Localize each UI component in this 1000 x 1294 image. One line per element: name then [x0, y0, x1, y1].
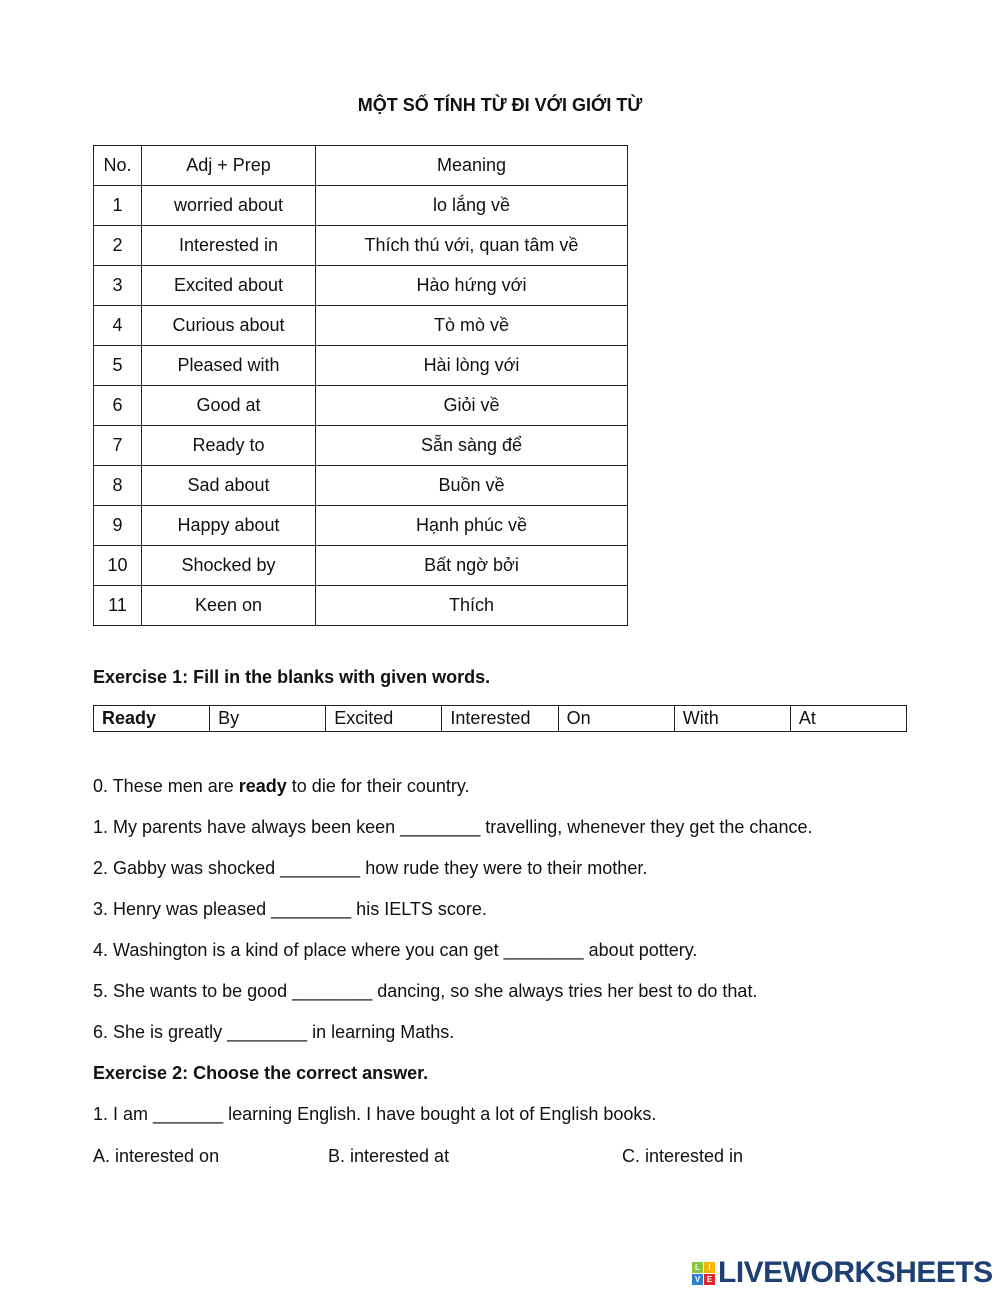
exercise1-heading: Exercise 1: Fill in the blanks with given words. — [93, 667, 491, 687]
exercise2-heading: Exercise 2: Choose the correct answer. — [93, 1063, 429, 1083]
table-header-row — [94, 146, 628, 186]
cell-adj-prep: Pleased with — [142, 346, 316, 386]
example-text: to die for their country. — [286, 776, 470, 796]
table-row — [94, 546, 628, 586]
table-row — [94, 306, 628, 346]
word-bank-item: Interested — [442, 706, 558, 732]
cell-no: 9 — [94, 506, 142, 546]
exercise1-item[interactable]: 6. She is greatly ________ in learning Maths. — [93, 1022, 455, 1042]
option-b[interactable]: B. interested at — [328, 1146, 450, 1166]
cell-no: 4 — [94, 306, 142, 346]
exercise1-item[interactable]: 4. Washington is a kind of place where you can get ________ about pottery. — [93, 940, 698, 960]
header-meaning: Meaning — [316, 146, 628, 186]
page-title: MỘT SỐ TÍNH TỪ ĐI VỚI GIỚI TỪ — [357, 95, 643, 115]
table-row — [94, 226, 628, 266]
table-row — [94, 506, 628, 546]
example-text: 0. These men are — [93, 776, 239, 796]
logo-letter: I — [704, 1262, 715, 1273]
cell-no: 2 — [94, 226, 142, 266]
cell-adj-prep: Ready to — [142, 426, 316, 466]
cell-adj-prep: Shocked by — [142, 546, 316, 586]
cell-adj-prep: worried about — [142, 186, 316, 226]
cell-no: 6 — [94, 386, 142, 426]
example-answer: ready — [238, 776, 287, 796]
table-row — [94, 386, 628, 426]
table-row — [94, 346, 628, 386]
table-row — [94, 426, 628, 466]
cell-adj-prep: Good at — [142, 386, 316, 426]
exercise1-item[interactable]: 1. My parents have always been keen ________ travelling, whenever they get the chance. — [93, 817, 813, 837]
word-bank-item: At — [790, 706, 906, 732]
cell-no: 3 — [94, 266, 142, 306]
cell-meaning: Bất ngờ bởi — [316, 546, 628, 586]
cell-no: 5 — [94, 346, 142, 386]
logo-letter: L — [692, 1262, 703, 1273]
word-bank-item: Ready — [94, 706, 210, 732]
cell-meaning: Thích — [316, 586, 628, 626]
cell-meaning: Hài lòng với — [316, 346, 628, 386]
vocab-table — [93, 145, 628, 626]
option-c[interactable]: C. interested in — [622, 1146, 744, 1166]
cell-meaning: Hạnh phúc về — [316, 506, 628, 546]
cell-adj-prep: Keen on — [142, 586, 316, 626]
word-bank-item: By — [210, 706, 326, 732]
exercise1-item[interactable]: 3. Henry was pleased ________ his IELTS score. — [93, 899, 487, 919]
cell-meaning: Giỏi về — [316, 386, 628, 426]
cell-meaning: Thích thú với, quan tâm về — [316, 226, 628, 266]
exercise2-question: 1. I am _______ learning English. I have bought a lot of English books. — [93, 1104, 657, 1124]
table-row — [94, 186, 628, 226]
logo-icon — [692, 1262, 715, 1285]
header-no: No. — [94, 146, 142, 186]
word-bank-item: On — [558, 706, 674, 732]
word-bank-item: With — [674, 706, 790, 732]
cell-adj-prep: Happy about — [142, 506, 316, 546]
example-sentence — [93, 776, 470, 797]
cell-adj-prep: Excited about — [142, 266, 316, 306]
liveworksheets-logo — [692, 1256, 993, 1290]
logo-letter: V — [692, 1274, 703, 1285]
cell-meaning: lo lắng về — [316, 186, 628, 226]
cell-adj-prep: Sad about — [142, 466, 316, 506]
cell-no: 10 — [94, 546, 142, 586]
word-bank-item: Excited — [326, 706, 442, 732]
cell-adj-prep: Interested in — [142, 226, 316, 266]
table-row — [94, 266, 628, 306]
header-adj-prep: Adj + Prep — [142, 146, 316, 186]
cell-meaning: Sẵn sàng để — [316, 426, 628, 466]
exercise1-item[interactable]: 2. Gabby was shocked ________ how rude they were to their mother. — [93, 858, 648, 878]
cell-no: 8 — [94, 466, 142, 506]
cell-meaning: Buồn về — [316, 466, 628, 506]
word-bank — [93, 705, 907, 732]
table-row — [94, 586, 628, 626]
cell-meaning: Hào hứng với — [316, 266, 628, 306]
cell-no: 1 — [94, 186, 142, 226]
cell-no: 11 — [94, 586, 142, 626]
cell-no: 7 — [94, 426, 142, 466]
cell-adj-prep: Curious about — [142, 306, 316, 346]
option-a[interactable]: A. interested on — [93, 1146, 220, 1166]
table-row — [94, 466, 628, 506]
cell-meaning: Tò mò về — [316, 306, 628, 346]
logo-letter: E — [704, 1274, 715, 1285]
logo-text: LIVEWORKSHEETS — [718, 1256, 993, 1289]
exercise1-item[interactable]: 5. She wants to be good ________ dancing, so she always tries her best to do that. — [93, 981, 758, 1001]
